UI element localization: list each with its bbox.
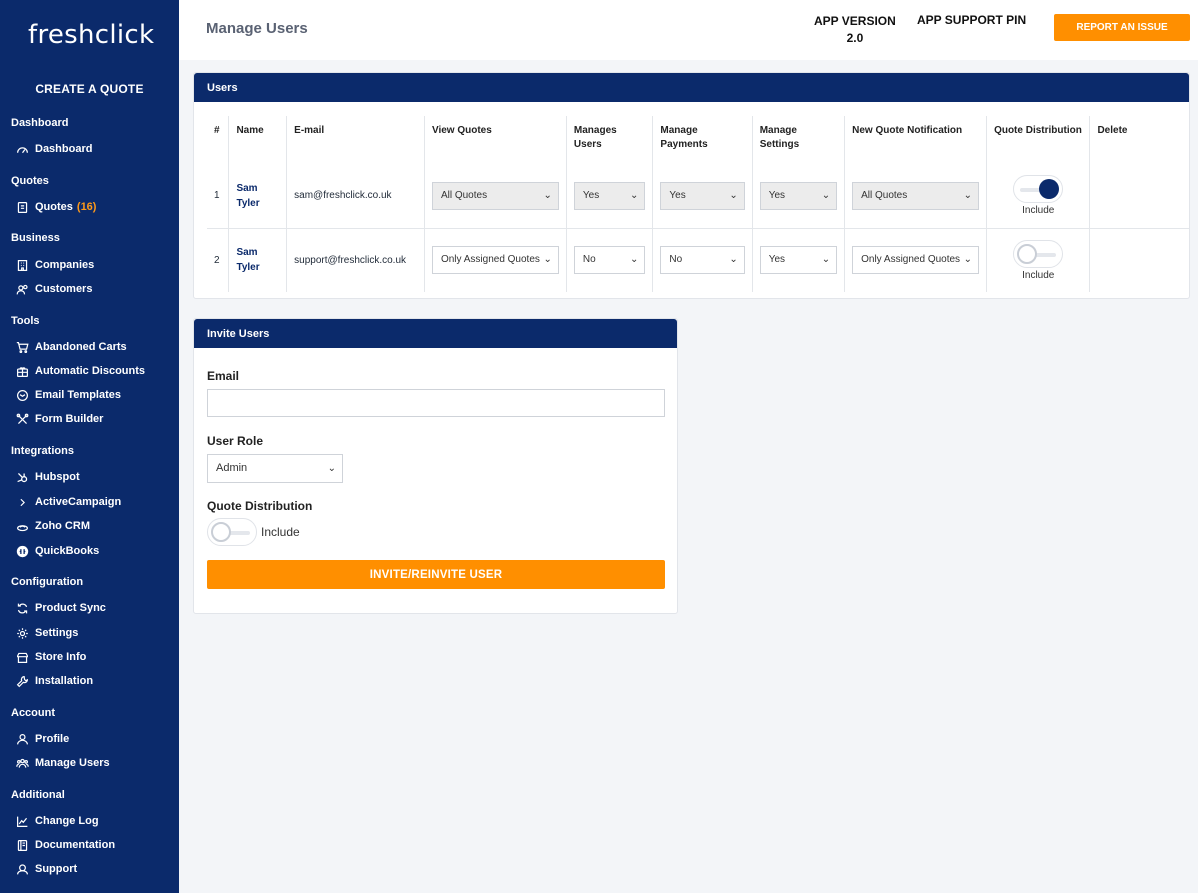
chevron-down-icon: ⌄ xyxy=(821,189,831,201)
row-number: 1 xyxy=(207,164,229,228)
invite-quote-distribution-toggle[interactable] xyxy=(207,518,257,546)
chevron-down-icon: ⌄ xyxy=(729,254,738,266)
table-row xyxy=(207,164,1189,228)
manage-payments-select[interactable] xyxy=(660,182,744,210)
sidebar-item-label: Manage Users xyxy=(35,757,110,769)
new-quote-notification-value: All Quotes xyxy=(861,189,908,201)
sidebar-item-label: ActiveCampaign xyxy=(35,496,122,508)
quote-distribution-toggle[interactable] xyxy=(1013,240,1063,268)
chevron-down-icon: ⌄ xyxy=(821,254,831,266)
users-icon xyxy=(15,282,29,296)
column-header-number: # xyxy=(207,116,229,164)
sidebar-item-quickbooks[interactable] xyxy=(15,542,99,560)
sidebar-item-label: Profile xyxy=(35,733,70,745)
sidebar-item-automatic-discounts[interactable] xyxy=(15,362,145,380)
sidebar-item-label: Email Templates xyxy=(35,389,121,401)
tools-icon xyxy=(15,412,29,426)
sidebar-item-dashboard[interactable] xyxy=(15,140,92,158)
sidebar-item-label: Dashboard xyxy=(35,143,93,155)
sidebar-item-label: Automatic Discounts xyxy=(35,365,146,377)
sidebar-item-label: Settings xyxy=(35,627,79,639)
email-input[interactable] xyxy=(207,389,665,417)
sidebar-item-store-info[interactable] xyxy=(15,648,86,666)
toggle-knob xyxy=(1017,244,1037,264)
new-quote-notification-value: Only Assigned Quotes xyxy=(861,254,961,266)
chevron-down-icon: ⌄ xyxy=(963,189,973,201)
invite-users-card-title: Invite Users xyxy=(194,319,677,348)
users-table xyxy=(207,116,1189,292)
sidebar-item-abandoned-carts[interactable] xyxy=(15,338,127,356)
quote-distribution-label: Include xyxy=(1022,269,1055,281)
envelope-icon xyxy=(15,388,29,402)
chevron-down-icon: ⌄ xyxy=(729,189,738,201)
quote-distribution-toggle[interactable] xyxy=(1013,175,1063,203)
page-title: Manage Users xyxy=(206,20,308,37)
user-first-name[interactable]: Sam xyxy=(236,182,258,194)
sidebar-item-label: Quotes xyxy=(35,201,73,213)
cart-icon xyxy=(15,340,29,354)
sidebar-item-product-sync[interactable] xyxy=(15,599,106,617)
create-quote-button[interactable]: CREATE A QUOTE xyxy=(35,82,144,96)
sidebar xyxy=(0,0,179,893)
column-header-view-quotes: View Quotes xyxy=(424,116,566,164)
sidebar-item-installation[interactable] xyxy=(15,672,93,690)
users-card-title: Users xyxy=(194,73,1189,102)
column-header-delete: Delete xyxy=(1097,125,1128,136)
hubspot-icon xyxy=(15,470,29,484)
gear-icon xyxy=(15,626,29,640)
view-quotes-select[interactable] xyxy=(432,182,559,210)
delete-cell xyxy=(1090,164,1189,228)
table-row xyxy=(207,228,1189,292)
nav-section-configuration: Configuration xyxy=(11,576,84,588)
chart-icon xyxy=(15,814,29,828)
manage-settings-value: Yes xyxy=(768,254,786,266)
sidebar-item-documentation[interactable] xyxy=(15,836,115,854)
manage-settings-value: Yes xyxy=(768,189,786,201)
app-version-label: APP VERSION xyxy=(814,14,896,28)
nav-section-quotes: Quotes xyxy=(11,175,49,187)
column-header-name: Name xyxy=(229,116,287,164)
sync-icon xyxy=(15,601,29,615)
sidebar-item-label: Installation xyxy=(35,675,94,687)
user-icon xyxy=(15,732,29,746)
sidebar-item-email-templates[interactable] xyxy=(15,386,121,404)
delete-cell xyxy=(1090,228,1189,292)
user-last-name[interactable]: Tyler xyxy=(236,262,260,274)
manage-payments-value: Yes xyxy=(669,189,686,201)
user-role-value: Admin xyxy=(216,462,248,474)
sidebar-item-activecampaign[interactable] xyxy=(15,493,121,511)
app-support-pin-label: APP SUPPORT PIN xyxy=(917,13,1027,27)
app-version xyxy=(814,13,896,47)
sidebar-item-label: Abandoned Carts xyxy=(35,341,127,353)
view-quotes-value: All Quotes xyxy=(440,189,488,201)
nav-section-integrations: Integrations xyxy=(11,445,74,457)
sidebar-item-label: Store Info xyxy=(35,651,87,663)
view-quotes-value: Only Assigned Quotes xyxy=(440,254,540,266)
chevron-down-icon: ⌄ xyxy=(543,254,552,266)
invite-users-card xyxy=(193,318,678,614)
column-header-new-quote-notification: New Quote Notification xyxy=(845,116,987,164)
chevron-down-icon: ⌄ xyxy=(630,254,639,266)
column-header-manage-settings: Manage Settings xyxy=(752,116,844,164)
view-quotes-select[interactable] xyxy=(432,246,559,274)
user-email: support@freshclick.co.uk xyxy=(287,228,425,292)
freshclick-logo[interactable]: freshclick xyxy=(28,20,155,50)
headset-icon xyxy=(15,862,29,876)
sidebar-item-manage-users[interactable] xyxy=(15,754,110,772)
nav-section-dashboard: Dashboard xyxy=(11,117,69,129)
document-icon xyxy=(15,200,29,214)
nav-section-additional: Additional xyxy=(11,789,65,801)
sidebar-item-label: Zoho CRM xyxy=(35,520,90,532)
nav-section-tools: Tools xyxy=(11,315,40,327)
sidebar-item-label: Documentation xyxy=(35,839,116,851)
invite-reinvite-user-button[interactable]: INVITE/REINVITE USER xyxy=(207,560,665,589)
sidebar-item-label: Hubspot xyxy=(35,471,80,483)
chevron-down-icon: ⌄ xyxy=(543,189,552,201)
sidebar-item-zoho-crm[interactable] xyxy=(15,517,90,535)
sidebar-item-customers[interactable] xyxy=(15,280,92,298)
sidebar-item-hubspot[interactable] xyxy=(15,468,80,486)
sidebar-item-label: Customers xyxy=(35,283,93,295)
zoho-icon xyxy=(15,519,29,533)
manages-users-select[interactable] xyxy=(574,246,646,274)
manages-users-value: Yes xyxy=(582,189,600,201)
sidebar-item-label: Companies xyxy=(35,259,95,271)
column-header-manages-users: Manages Users xyxy=(566,116,653,164)
chevron-down-icon: ⌄ xyxy=(630,189,639,201)
manages-users-select[interactable] xyxy=(574,182,646,210)
email-label: Email xyxy=(207,369,240,383)
sidebar-item-form-builder[interactable] xyxy=(15,410,103,428)
group-icon xyxy=(15,756,29,770)
chevron-down-icon: ⌄ xyxy=(963,254,973,266)
chevron-down-icon: ⌄ xyxy=(327,463,336,474)
toggle-knob xyxy=(1039,179,1059,199)
include-label: Include xyxy=(261,525,300,539)
quote-distribution-label: Include xyxy=(1022,205,1055,217)
quote-distribution-label: Quote Distribution xyxy=(207,499,313,513)
column-header-email: E-mail xyxy=(287,116,425,164)
top-header xyxy=(179,0,1198,60)
report-issue-button[interactable]: REPORT AN ISSUE xyxy=(1054,14,1190,41)
sidebar-item-support[interactable] xyxy=(15,860,77,878)
user-name[interactable] xyxy=(229,164,287,228)
dashboard-gauge-icon xyxy=(15,142,29,156)
store-icon xyxy=(15,650,29,664)
manage-payments-value: No xyxy=(669,254,683,266)
row-number: 2 xyxy=(207,228,229,292)
user-email: sam@freshclick.co.uk xyxy=(287,164,425,228)
users-card xyxy=(193,72,1190,299)
chevron-right-icon xyxy=(15,495,29,509)
sidebar-item-change-log[interactable] xyxy=(15,812,99,830)
sidebar-item-label: Form Builder xyxy=(35,413,104,425)
manages-users-value: No xyxy=(582,254,596,266)
nav-section-business: Business xyxy=(11,232,60,244)
nav-section-account: Account xyxy=(11,707,55,719)
sidebar-item-settings[interactable] xyxy=(15,624,78,642)
toggle-knob xyxy=(211,522,231,542)
book-icon xyxy=(15,838,29,852)
new-quote-notification-select[interactable] xyxy=(852,246,979,274)
sidebar-item-label: Product Sync xyxy=(35,602,106,614)
sidebar-item-label: QuickBooks xyxy=(35,545,100,557)
column-header-manage-payments: Manage Payments xyxy=(653,116,752,164)
sidebar-item-label: Change Log xyxy=(35,815,99,827)
quickbooks-icon xyxy=(15,544,29,558)
sidebar-item-companies[interactable] xyxy=(15,256,94,274)
quotes-count-badge: (16) xyxy=(76,201,97,213)
column-header-quote-distribution: Quote Distribution xyxy=(987,116,1090,164)
wrench-icon xyxy=(15,674,29,688)
user-role-select[interactable] xyxy=(207,454,343,483)
sidebar-item-quotes[interactable] xyxy=(15,198,96,216)
user-last-name[interactable]: Tyler xyxy=(236,197,260,209)
sidebar-item-profile[interactable] xyxy=(15,730,69,748)
app-version-value: 2.0 xyxy=(846,31,864,45)
users-table-header xyxy=(207,116,1189,164)
user-role-label: User Role xyxy=(207,434,264,448)
manage-settings-select[interactable] xyxy=(760,246,837,274)
manage-payments-select[interactable] xyxy=(660,246,744,274)
building-icon xyxy=(15,258,29,272)
new-quote-notification-select[interactable] xyxy=(852,182,979,210)
manage-settings-select[interactable] xyxy=(760,182,837,210)
user-name[interactable] xyxy=(229,228,287,292)
user-first-name[interactable]: Sam xyxy=(236,247,258,259)
sidebar-item-label: Support xyxy=(35,863,78,875)
discount-icon xyxy=(15,364,29,378)
